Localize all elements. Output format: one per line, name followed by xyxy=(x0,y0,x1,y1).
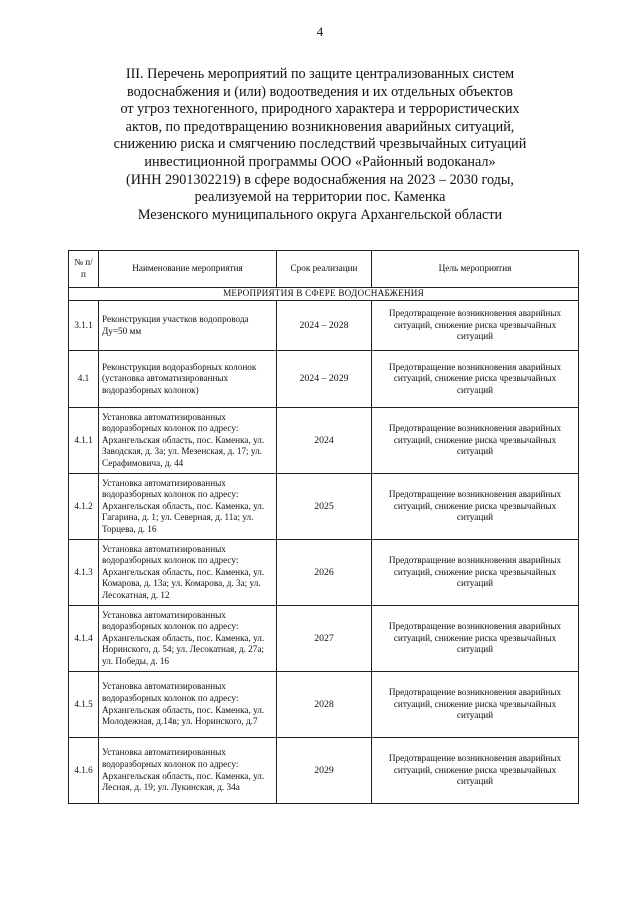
row-period: 2024 – 2029 xyxy=(277,351,372,408)
heading-line: III. Перечень мероприятий по защите централизованных систем xyxy=(125,66,515,82)
row-name: Установка автоматизированных водоразборных колонок по адресу: Архангельская область, пос. Каменка, ул. Молодежная, д.14в; ул. Норинского, д.7 xyxy=(99,672,277,738)
row-num: 4.1.1 xyxy=(69,408,99,474)
section-heading xyxy=(60,66,580,224)
row-num: 4.1.4 xyxy=(69,606,99,672)
row-name: Установка автоматизированных водоразборных колонок по адресу: Архангельская область, пос. Каменка, ул. Норинского, д. 54; ул. Лесокатная, д. 27а; ул. Победы, д. 16 xyxy=(99,606,277,672)
section-title: МЕРОПРИЯТИЯ В СФЕРЕ ВОДОСНАБЖЕНИЯ xyxy=(69,288,579,301)
row-num: 4.1.6 xyxy=(69,738,99,804)
heading-line: водоснабжения и (или) водоотведения и их отдельных объектов xyxy=(126,83,513,100)
row-goal: Предотвращение возникновения аварийных ситуаций, снижение риска чрезвычайных ситуаций xyxy=(372,672,579,738)
row-name: Установка автоматизированных водоразборных колонок по адресу: Архангельская область, пос. Каменка, ул. Гагарина, д. 1; ул. Северная, д. 11а; ул. Торцева, д. 16 xyxy=(99,474,277,540)
row-period: 2025 xyxy=(277,474,372,540)
row-period: 2024 xyxy=(277,408,372,474)
row-num: 4.1.3 xyxy=(69,540,99,606)
header-num: № п/п xyxy=(69,251,99,288)
row-goal: Предотвращение возникновения аварийных ситуаций, снижение риска чрезвычайных ситуаций xyxy=(372,540,579,606)
row-name: Установка автоматизированных водоразборных колонок по адресу: Архангельская область, пос. Каменка, ул. Комарова, д. 13а; ул. Комарова, д. 3а; ул. Лесокатная, д. 12 xyxy=(99,540,277,606)
row-goal: Предотвращение возникновения аварийных ситуаций, снижение риска чрезвычайных ситуаций xyxy=(372,301,579,351)
row-num: 4.1.5 xyxy=(69,672,99,738)
section-row xyxy=(69,288,579,301)
page-number: 4 xyxy=(316,24,324,39)
row-num: 4.1 xyxy=(69,351,99,408)
row-goal: Предотвращение возникновения аварийных ситуаций, снижение риска чрезвычайных ситуаций xyxy=(372,474,579,540)
heading-line: Мезенского муниципального округа Архангельской области xyxy=(137,206,503,223)
header-name: Наименование мероприятия xyxy=(99,251,277,288)
row-goal: Предотвращение возникновения аварийных ситуаций, снижение риска чрезвычайных ситуаций xyxy=(372,408,579,474)
table-row xyxy=(69,351,579,408)
heading-line: (ИНН 2901302219) в сфере водоснабжения на 2023 – 2030 годы, xyxy=(126,171,514,188)
row-goal: Предотвращение возникновения аварийных ситуаций, снижение риска чрезвычайных ситуаций xyxy=(372,738,579,804)
measures-table xyxy=(68,250,579,804)
heading-line: актов, по предотвращению возникновения аварийных ситуаций, xyxy=(125,118,515,135)
table-row xyxy=(69,540,579,606)
heading-line: реализуемой на территории пос. Каменка xyxy=(194,189,446,206)
table-row xyxy=(69,606,579,672)
heading-line: от угроз техногенного, природного характера и террористических xyxy=(120,101,520,118)
row-goal: Предотвращение возникновения аварийных ситуаций, снижение риска чрезвычайных ситуаций xyxy=(372,606,579,672)
row-name: Установка автоматизированных водоразборных колонок по адресу: Архангельская область, пос. Каменка, ул. Лесная, д. 19; ул. Лукинская, д. 34а xyxy=(99,738,277,804)
table-row xyxy=(69,672,579,738)
row-goal: Предотвращение возникновения аварийных ситуаций, снижение риска чрезвычайных ситуаций xyxy=(372,351,579,408)
row-period: 2027 xyxy=(277,606,372,672)
row-name: Реконструкция участков водопровода Ду=50 мм xyxy=(99,301,277,351)
table-row xyxy=(69,301,579,351)
row-period: 2029 xyxy=(277,738,372,804)
table-row xyxy=(69,738,579,804)
row-num: 3.1.1 xyxy=(69,301,99,351)
row-name: Установка автоматизированных водоразборных колонок по адресу: Архангельская область, пос. Каменка, ул. Заводская, д. 3а; ул. Мезенская, д. 17; ул. Серафимовича, д. 44 xyxy=(99,408,277,474)
row-period: 2028 xyxy=(277,672,372,738)
header-period: Срок реализации xyxy=(277,251,372,288)
heading-line: инвестиционной программы ООО «Районный водоканал» xyxy=(144,153,496,170)
row-period: 2026 xyxy=(277,540,372,606)
row-num: 4.1.2 xyxy=(69,474,99,540)
table-header-row xyxy=(69,251,579,288)
table-row xyxy=(69,408,579,474)
heading-line: снижению риска и смягчению последствий чрезвычайных ситуаций xyxy=(113,136,527,153)
row-name: Реконструкция водоразборных колонок (установка автоматизированных водоразборных колонок) xyxy=(99,351,277,408)
row-period: 2024 – 2028 xyxy=(277,301,372,351)
table-row xyxy=(69,474,579,540)
header-goal: Цель мероприятия xyxy=(372,251,579,288)
